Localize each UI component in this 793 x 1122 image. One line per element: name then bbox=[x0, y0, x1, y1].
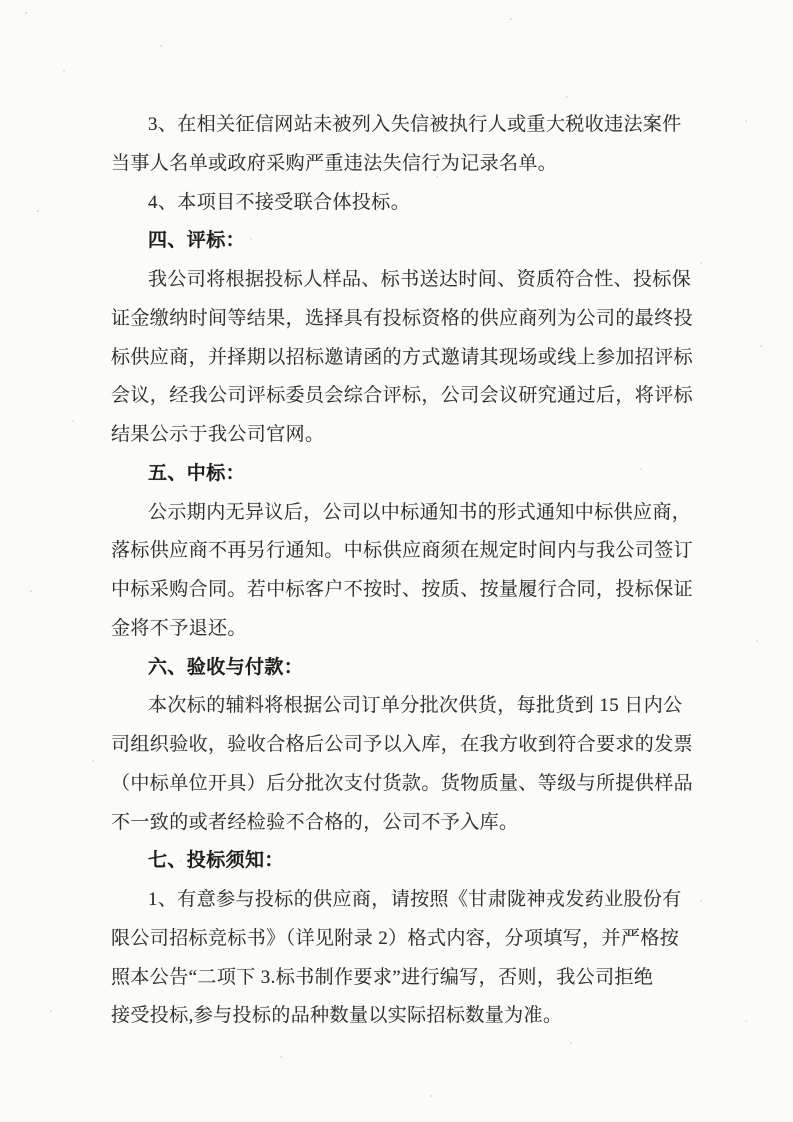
text-line: 3、在相关征信网站未被列入失信被执行人或重大税收违法案件 bbox=[148, 114, 682, 135]
document-text-block bbox=[0, 106, 793, 1036]
text-line: 标供应商，并择期以招标邀请函的方式邀请其现场或线上参加招评标 bbox=[111, 346, 694, 368]
text-line: 照本公告“二项下 3.标书制作要求”进行编写，否则，我公司拒绝 bbox=[111, 966, 654, 988]
text-line: 公示期内无异议后，公司以中标通知书的形式通知中标供应商， bbox=[148, 501, 692, 523]
text-line: 我公司将根据投标人样品、标书送达时间、资质符合性、投标保 bbox=[148, 269, 692, 290]
text-line: 4、本项目不接受联合体投标。 bbox=[148, 191, 411, 213]
text-line: 结果公示于我公司官网。 bbox=[111, 424, 325, 445]
text-line: 中标采购合同。若中标客户不按时、按质、按量履行合同，投标保证 bbox=[111, 579, 694, 600]
text-line: 金将不予退还。 bbox=[111, 617, 247, 639]
text-line: （中标单位开具）后分批次支付货款。货物质量、等级与所提供样品 bbox=[111, 772, 694, 794]
section-heading-line: 六、验收与付款： bbox=[148, 656, 304, 678]
text-line: 不一致的或者经检验不合格的，公司不予入库。 bbox=[111, 811, 519, 833]
text-line: 会议，经我公司评标委员会综合评标，公司会议研究通过后，将评标 bbox=[111, 385, 694, 407]
section-heading-line: 四、评标： bbox=[148, 230, 246, 252]
text-line: 司组织验收，验收合格后公司予以入库，在我方收到符合要求的发票 bbox=[111, 734, 694, 755]
text-line: 接受投标,参与投标的品种数量以实际招标数量为准。 bbox=[111, 1005, 563, 1027]
text-line: 本次标的辅料将根据公司订单分批次供货，每批货到 15 日内公 bbox=[148, 695, 683, 717]
text-line: 落标供应商不再另行通知。中标供应商须在规定时间内与我公司签订 bbox=[111, 540, 694, 562]
text-line: 限公司招标竞标书》（详见附录 2）格式内容，分项填写，并严格按 bbox=[111, 927, 680, 949]
section-heading-line: 五、中标： bbox=[148, 462, 246, 484]
text-line: 证金缴纳时间等结果，选择具有投标资格的供应商列为公司的最终投 bbox=[111, 307, 694, 329]
text-line: 当事人名单或政府采购严重违法失信行为记录名单。 bbox=[111, 152, 558, 174]
section-heading-line: 七、投标须知： bbox=[148, 850, 284, 872]
scan-noise-speckles bbox=[0, 0, 2, 2]
text-line: 1、有意参与投标的供应商，请按照《甘肃陇神戎发药业股份有 bbox=[148, 889, 682, 910]
